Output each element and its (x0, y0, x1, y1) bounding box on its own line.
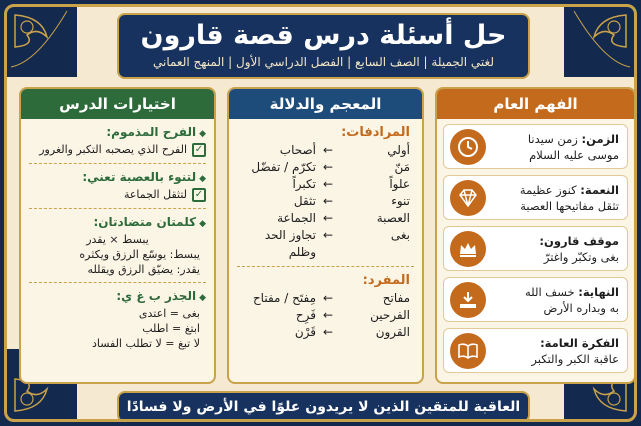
meaning: الجماعة (277, 211, 316, 225)
diamond-bullet-icon: ◆ (199, 174, 206, 184)
question-4-label: الجذر ب غ ي: (116, 289, 197, 303)
card-label: النهاية: (578, 284, 619, 299)
arrow-icon: ← (322, 228, 334, 242)
card-text: تثقل مفاتيحها العصبة (520, 198, 619, 213)
checkbox-icon: ✓ (192, 143, 206, 157)
synonyms-title: المرادفات: (341, 125, 410, 140)
choices-heading: اختيارات الدرس (21, 89, 214, 119)
arrow-icon: ← (322, 160, 334, 174)
page-subtitle: لغتي الجميلة | الصف السابع | الفصل الدراسي الأول | المنهج العماني (152, 55, 494, 69)
divider (29, 282, 206, 283)
info-card-stance (443, 226, 628, 271)
arrow-icon: ← (322, 291, 334, 305)
word: تنوء (391, 194, 410, 208)
question-3-label: كلمتان متضادتان: (93, 215, 197, 229)
word: بغى (390, 228, 410, 242)
meaning: تجاوز الحد وظلم (264, 228, 316, 259)
synonym-row (229, 210, 422, 227)
answer-1-text: الفرح الذي يصحبه التكبر والغرور (39, 143, 187, 156)
diamond-bullet-icon: ◆ (199, 129, 206, 139)
corner-ornament (7, 7, 77, 77)
divider (29, 163, 206, 164)
arrow-icon: ← (322, 211, 334, 225)
question-2-label: لتنوء بالعصبة تعني: (82, 170, 197, 184)
card-text: عاقبة الكبر والتكبر (531, 351, 619, 366)
word: مَنّ (394, 160, 410, 174)
synonym-row (229, 227, 422, 261)
meaning: تكبراً (292, 177, 316, 191)
word: القرون (375, 325, 410, 339)
antonym-line: يبسط × يقدر (86, 233, 149, 246)
title-banner (117, 13, 530, 79)
arrow-icon: ← (322, 308, 334, 322)
meaning: أصحاب (279, 143, 316, 157)
question-3 (21, 214, 214, 232)
card-text: كنوز عظيمة (519, 182, 577, 197)
info-card-blessing (443, 175, 628, 220)
singular-title: المفرد: (362, 273, 410, 288)
card-label: النعمة: (580, 182, 619, 197)
antonym-line: يبسط: يوسّع الرزق ويكثره (79, 248, 200, 261)
question-2 (21, 169, 214, 187)
answer-1 (21, 142, 214, 158)
card-text: خسف الله (524, 284, 575, 299)
root-line: بغى = اعتدى (138, 307, 200, 320)
singular-row (229, 290, 422, 307)
word: العصبة (376, 211, 410, 225)
choices-panel (19, 87, 216, 384)
singular-row (229, 307, 422, 324)
synonym-row (229, 176, 422, 193)
question-1-label: الفرح المذموم: (106, 125, 197, 139)
answer-2-text: لتثقل الجماعة (123, 188, 187, 201)
diamond-bullet-icon: ◆ (199, 293, 206, 303)
root-line: ابتغ = اطلب (142, 322, 200, 335)
question-4 (21, 288, 214, 306)
card-label: موقف قارون: (539, 233, 619, 248)
word: الفرحين (370, 308, 410, 322)
info-card-ending (443, 277, 628, 322)
general-heading: الفهم العام (437, 89, 634, 119)
card-text: موسى عليه السلام (529, 147, 619, 162)
antonym-line: يقدر: يضيّق الرزق ويقلله (87, 263, 200, 276)
question-1 (21, 124, 214, 142)
lexicon-panel (227, 87, 424, 384)
sink-icon (450, 282, 486, 318)
word: أولي (387, 143, 410, 157)
meaning: مِفتَح / مفتاح (252, 291, 316, 305)
meaning: تكرّم / تفضّل (251, 160, 316, 174)
card-label: الفكرة العامة: (540, 335, 619, 350)
word: علواً (389, 177, 410, 191)
info-card-time (443, 124, 628, 169)
synonym-row (229, 159, 422, 176)
meaning: تثقل (293, 194, 316, 208)
crown-icon (450, 231, 486, 267)
card-label: الزمن: (581, 131, 619, 146)
lexicon-heading: المعجم والدلالة (229, 89, 422, 119)
answer-2 (21, 187, 214, 203)
clock-icon (450, 129, 486, 165)
card-text: زمن سيدنا (527, 131, 578, 146)
card-text: بغى وتكبّر واغترّ (543, 249, 619, 264)
general-panel (435, 87, 636, 384)
synonym-row (229, 142, 422, 159)
synonym-row (229, 193, 422, 210)
book-icon (450, 333, 486, 369)
arrow-icon: ← (322, 177, 334, 191)
footer-banner: العاقبة للمتقين الذين لا يريدون علوًا في الأرض ولا فسادًا (117, 391, 530, 422)
arrow-icon: ← (322, 325, 334, 339)
info-card-main-idea (443, 328, 628, 373)
diamond-icon (450, 180, 486, 216)
divider (29, 208, 206, 209)
arrow-icon: ← (322, 194, 334, 208)
checkbox-icon: ✓ (192, 188, 206, 202)
root-line: لا تبغ = لا تطلب الفساد (91, 337, 200, 350)
divider (237, 266, 414, 267)
meaning: قَرْن (294, 325, 316, 339)
corner-ornament (564, 7, 634, 77)
card-text: به وبداره الأرض (543, 300, 619, 315)
arrow-icon: ← (322, 143, 334, 157)
diamond-bullet-icon: ◆ (199, 219, 206, 229)
singular-row (229, 324, 422, 341)
meaning: فَرِح (295, 308, 316, 322)
word: مفاتح (382, 291, 410, 305)
poster-frame (4, 4, 637, 422)
page-title: حل أسئلة درس قصة قارون (140, 20, 507, 51)
